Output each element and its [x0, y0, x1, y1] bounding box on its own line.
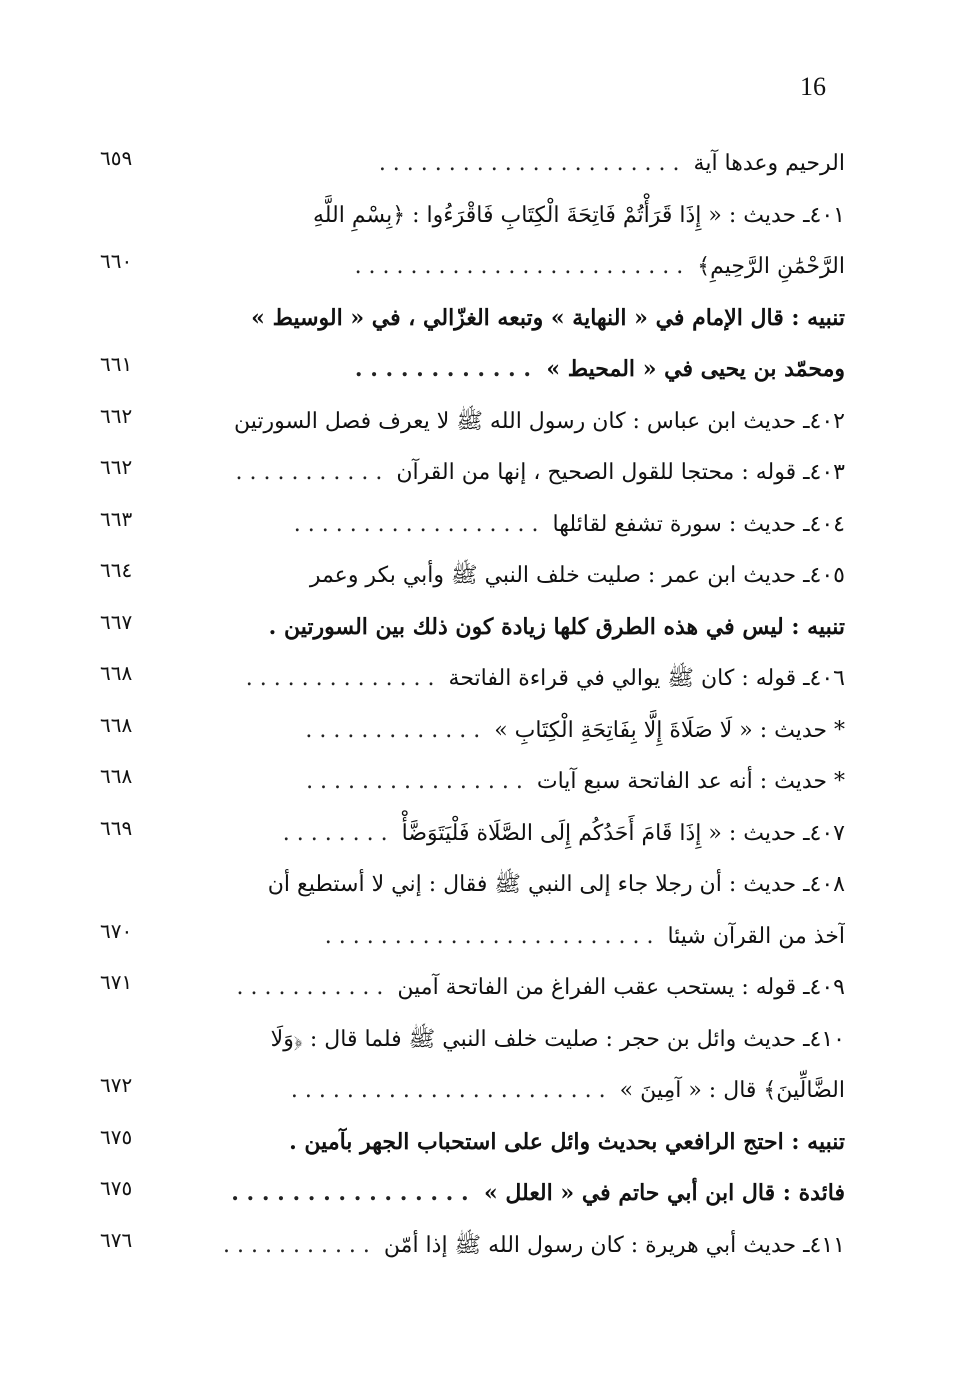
page-number: 16 [800, 72, 826, 101]
dot-leader: . . . . . . . . . . . [236, 975, 384, 1000]
entry-page-number: ٦٥٩ [100, 146, 133, 170]
toc-entry [100, 1220, 845, 1272]
entry-page-number: ٦٧١ [100, 970, 133, 994]
dot-leader: . . . . . . . . . . . . . . . . . . . . . . . [290, 1078, 606, 1103]
toc-entry [100, 705, 845, 757]
entry-title: الرَّحْمَٰنِ الرَّحِيمِ﴾ [697, 254, 845, 279]
entry-page-number: ٦٧٠ [100, 918, 133, 943]
entry-title: * حديث : « لَا صَلَاةَ إِلَّا بِفَاتِحَةِ الْكِتَابِ » [494, 717, 845, 743]
toc-entry-text [190, 602, 845, 653]
toc-entry-text [190, 499, 845, 550]
toc-entry [100, 241, 845, 293]
entry-page-number: ٦٦٨ [100, 712, 133, 737]
entry-page-number: ٦٦٨ [100, 661, 133, 685]
toc-entry-text [190, 705, 845, 756]
entry-page-number: ٦٧٥ [100, 1176, 133, 1200]
entry-page-number: ٦٦٢ [100, 455, 133, 479]
entry-title: ٤٠٧ـ حديث : « إِذَا قَامَ أَحَدُكُم إِلَى الصَّلَاة فَلْيَتَوَضَّأْ [401, 820, 845, 846]
toc-entry-text [190, 1220, 845, 1271]
toc-entry-text [190, 756, 845, 807]
toc-entry [100, 1117, 845, 1169]
toc-entry [100, 396, 845, 448]
entry-title: الضَّالِّينَ﴾ قال : « آمِينَ » [619, 1078, 845, 1103]
entry-title: ٤٠٥ـ حديث ابن عمر : صليت خلف النبي ﷺ وأبي بكر وعمر [309, 563, 845, 588]
toc-entry-text [190, 344, 845, 395]
toc-entry [100, 138, 845, 190]
toc-entry-text [190, 808, 845, 859]
entry-page-number: ٦٦٢ [100, 403, 133, 428]
entry-title: الرحيم وعدها آية [693, 151, 845, 176]
toc-entry [100, 962, 845, 1014]
dot-leader: . . . . . . . . . . . . . . . . . . . . . . . . [354, 254, 684, 279]
toc-entry [100, 499, 845, 551]
toc-entry-text [190, 1168, 845, 1219]
entry-title: * حديث : أنه عد الفاتحة سبع آيات [536, 769, 845, 794]
toc-entry-text [190, 447, 845, 498]
toc-entry [100, 653, 845, 705]
toc-entry-text [190, 1117, 845, 1168]
toc-entry [100, 859, 845, 911]
toc-entry-text [190, 962, 845, 1013]
toc-entry-text [190, 293, 845, 344]
dot-leader: . . . . . . . . . . . . . . . . [231, 1180, 469, 1206]
toc-entry [100, 808, 845, 860]
entry-title: فائدة : قال ابن أبي حاتم في « العلل » [483, 1180, 845, 1206]
toc-entry [100, 602, 845, 654]
entry-page-number: ٦٦٤ [100, 558, 133, 582]
entry-title: آخذ من القرآن شيئا [667, 923, 845, 949]
entry-title: ٤٠٢ـ حديث ابن عباس : كان رسول الله ﷺ لا يعرف فصل السورتين [233, 408, 845, 434]
entry-title: ٤٠٨ـ حديث : أن رجلا جاء إلى النبي ﷺ فقال : إني لا أستطيع أن [267, 872, 845, 897]
entry-page-number: ٦٦٧ [100, 609, 133, 634]
entry-page-number: ٦٦٨ [100, 764, 133, 788]
entry-title: ٤١٠ـ حديث وائل بن حجر : صليت خلف النبي ﷺ فلما قال : ﴿وَلَا [270, 1026, 845, 1052]
toc-entry-text [190, 911, 845, 962]
dot-leader: . . . . . . . . . . . . . . . . [306, 769, 523, 794]
toc-entry [100, 1065, 845, 1117]
entry-title: ٤١١ـ حديث أبي هريرة : كان رسول الله ﷺ إذا أمّن [383, 1232, 845, 1258]
toc-entry-text [190, 190, 845, 241]
entry-title: تنبيه : ليس في هذه الطرق كلها زيادة كون ذلك بين السورتين . [268, 613, 845, 640]
toc-entry-text [190, 653, 845, 704]
entry-title: ومحمّد بن يحيى في « المحيط » [546, 356, 845, 382]
toc-entry-text [190, 859, 845, 910]
entry-title: تنبيه : قال الإمام في « النهاية » وتبعه الغزّالي ، في « الوسيط » [251, 304, 845, 331]
entry-page-number: ٦٦٣ [100, 506, 133, 531]
toc-entry-text [190, 396, 845, 447]
toc-entry-text [190, 1014, 845, 1065]
table-of-contents [100, 138, 845, 1271]
dot-leader: . . . . . . . . . . . . . [305, 717, 481, 743]
entry-page-number: ٦٧٦ [100, 1227, 133, 1252]
entry-title: ٤٠١ـ حديث : « إِذَا قَرَأْتُمْ فَاتِحَةَ الْكِتَابِ فَاقْرَءُوا : ﴿بِسْمِ اللَّهِ [312, 202, 845, 228]
toc-entry [100, 344, 845, 396]
toc-entry [100, 550, 845, 602]
dot-leader: . . . . . . . . [282, 820, 388, 846]
entry-title: ٤٠٦ـ قوله : كان ﷺ يوالي في قراءة الفاتحة [448, 666, 845, 691]
dot-leader: . . . . . . . . . . . . . . . . . . . . . . [378, 151, 680, 176]
toc-entry-text [190, 241, 845, 292]
toc-entry [100, 1014, 845, 1066]
entry-page-number: ٦٦٩ [100, 815, 133, 840]
dot-leader: . . . . . . . . . . . . . . . . . . [293, 511, 539, 537]
entry-page-number: ٦٦١ [100, 352, 133, 376]
toc-entry [100, 1168, 845, 1220]
dot-leader: . . . . . . . . . . . [235, 460, 383, 485]
toc-entry [100, 756, 845, 808]
entry-title: ٤٠٣ـ قوله : محتجا للقول الصحيح ، إنها من القرآن [396, 460, 845, 485]
toc-entry [100, 190, 845, 242]
toc-entry-text [190, 138, 845, 189]
toc-entry-text [190, 550, 845, 601]
toc-entry-text [190, 1065, 845, 1116]
entry-title: ٤٠٩ـ قوله : يستحب عقب الفراغ من الفاتحة آمين [397, 975, 845, 1000]
entry-page-number: ٦٧٢ [100, 1073, 133, 1097]
dot-leader: . . . . . . . . . . . . . . . . . . . . . . . . [324, 923, 654, 949]
toc-entry [100, 447, 845, 499]
dot-leader: . . . . . . . . . . . [223, 1232, 370, 1258]
dot-leader: . . . . . . . . . . . . [354, 356, 532, 382]
entry-title: ٤٠٤ـ حديث : سورة تشفع لقائلها [552, 511, 845, 537]
dot-leader: . . . . . . . . . . . . . . [245, 666, 435, 691]
entry-title: تنبيه : احتج الرافعي بحديث وائل على استحباب الجهر بآمين . [289, 1128, 845, 1155]
toc-entry [100, 293, 845, 345]
toc-entry [100, 911, 845, 963]
entry-page-number: ٦٧٥ [100, 1124, 133, 1149]
entry-page-number: ٦٦٠ [100, 249, 133, 273]
